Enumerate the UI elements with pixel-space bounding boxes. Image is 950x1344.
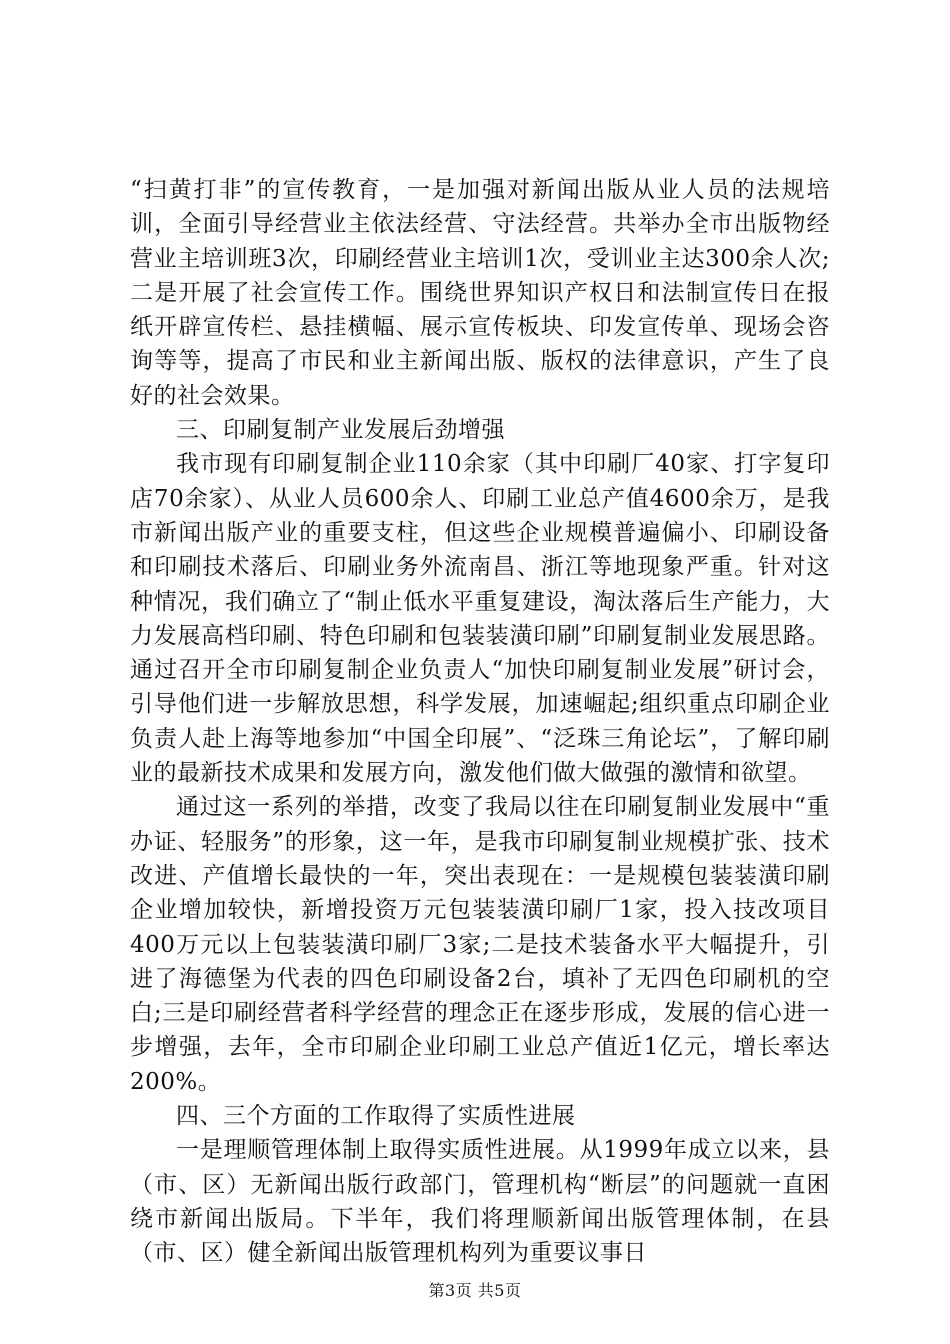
paragraph-measures-results: 通过这一系列的举措，改变了我局以往在印刷复制业发展中“重办证、轻服务”的形象，这一年，是我市印刷复制业规模扩张、技术改进、产值增长最快的一年，突出表现在：一是规模包装装潢印刷企业增加较快，新增投资万元包装装潢印刷厂1家，投入技改项目400万元以上包装装潢印刷厂3家;二是技术装备水平大幅提升，引进了海德堡为代表的四色印刷设备2台，填补了无四色印刷机的空白;三是印刷经营者科学经营的理念正在逐步形成，发展的信心进一步增强，去年，全市印刷企业印刷工业总产值近1亿元，增长率达200%。: [130, 794, 830, 1095]
document-body: [130, 173, 830, 1271]
page-number-footer: 第3页 共5页: [428, 1281, 522, 1300]
paragraph-management-system: 一是理顺管理体制上取得实质性进展。从1999年成立以来，县（市、区）无新闻出版行政部门，管理机构“断层”的问题就一直困绕市新闻出版局。下半年，我们将理顺新闻出版管理体制，在县（市、区）健全新闻出版管理机构列为重要议事日: [130, 1137, 830, 1267]
section-heading-3: 三、印刷复制产业发展后劲增强: [176, 417, 505, 444]
paragraph-printing-industry: 我市现有印刷复制企业110余家（其中印刷厂40家、打字复印店70余家）、从业人员600余人、印刷工业总产值4600余万，是我市新闻出版产业的重要支柱，但这些企业规模普遍偏小、印刷设备和印刷技术落后、印刷业务外流南昌、浙江等地现象严重。针对这种情况，我们确立了“制止低水平重复建设，淘汰落后生产能力，大力发展高档印刷、特色印刷和包装装潢印刷”印刷复制业发展思路。通过召开全市印刷复制企业负责人“加快印刷复制业发展”研讨会，引导他们进一步解放思想，科学发展，加速崛起;组织重点印刷企业负责人赴上海等地参加“中国全印展”、“泛珠三角论坛”，了解印刷业的最新技术成果和发展方向，激发他们做大做强的激情和欲望。: [130, 451, 830, 787]
section-heading-4: 四、三个方面的工作取得了实质性进展: [176, 1103, 576, 1130]
paragraph-continuation: “扫黄打非”的宣传教育，一是加强对新闻出版从业人员的法规培训，全面引导经营业主依法经营、守法经营。共举办全市出版物经营业主培训班3次，印刷经营业主培训1次，受训业主达300余人次;二是开展了社会宣传工作。围绕世界知识产权日和法制宣传日在报纸开辟宣传栏、悬挂横幅、展示宣传板块、印发宣传单、现场会咨询等等，提高了市民和业主新闻出版、版权的法律意识，产生了良好的社会效果。: [130, 177, 830, 409]
